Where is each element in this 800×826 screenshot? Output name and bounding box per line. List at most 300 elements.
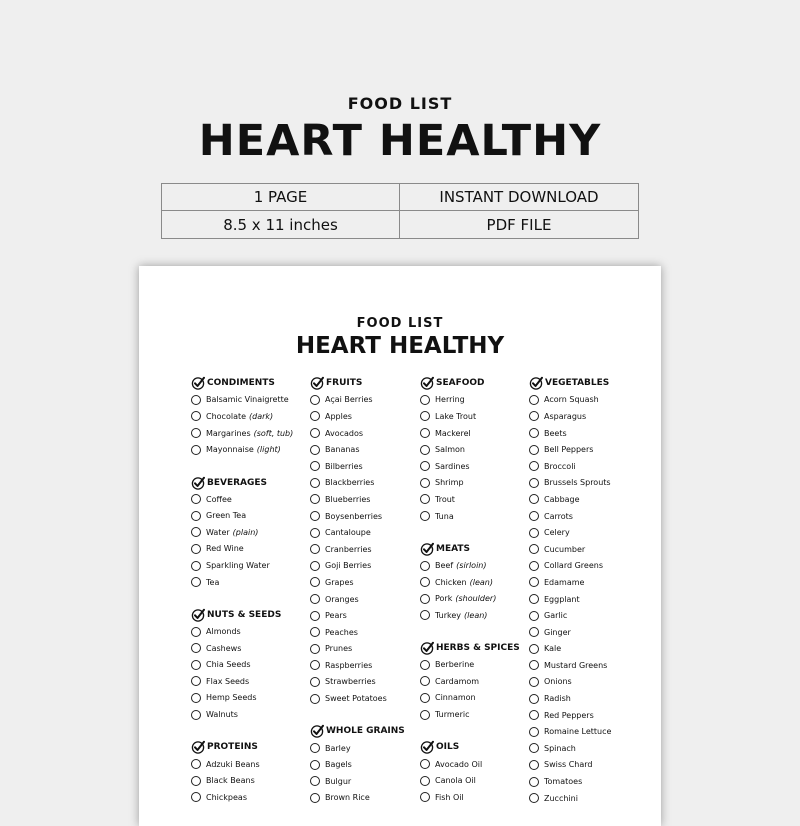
checkbox-circle-icon — [529, 660, 539, 670]
food-item-name: Cranberries — [325, 544, 372, 554]
food-item — [310, 790, 405, 807]
food-item-name: Avocados — [325, 428, 364, 438]
checkbox-circle-icon — [420, 759, 430, 769]
food-item-name: Chickpeas — [206, 792, 247, 802]
food-item-name: Açai Berries — [325, 395, 373, 405]
checkbox-circle-icon — [420, 411, 430, 421]
checkbox-circle-icon — [529, 577, 539, 587]
food-item — [529, 707, 611, 724]
checkmark-icon — [310, 724, 324, 738]
food-item-name: Blackberries — [325, 478, 375, 488]
checkbox-circle-icon — [310, 478, 320, 488]
checkbox-circle-icon — [310, 627, 320, 637]
food-item — [529, 491, 611, 508]
food-item-name: Bilberries — [325, 461, 363, 471]
checkbox-circle-icon — [310, 461, 320, 471]
food-item — [420, 458, 520, 475]
food-item-name: Goji Berries — [325, 561, 372, 571]
food-item — [529, 790, 611, 807]
food-item-name: Bulgur — [325, 776, 352, 786]
food-item — [420, 508, 520, 525]
checkbox-circle-icon — [420, 660, 430, 670]
checkbox-circle-icon — [310, 528, 320, 538]
food-category — [191, 607, 293, 723]
food-category — [420, 640, 520, 723]
checkbox-circle-icon — [529, 611, 539, 621]
food-item-name: Bananas — [325, 445, 360, 455]
food-item — [420, 574, 520, 591]
food-item-name: Brussels Sprouts — [544, 478, 611, 488]
food-item — [529, 624, 611, 641]
info-format: PDF FILE — [486, 215, 552, 234]
food-item — [191, 425, 293, 442]
checkmark-icon — [420, 641, 434, 655]
checkbox-circle-icon — [310, 428, 320, 438]
food-item-name: Spinach — [544, 743, 576, 753]
food-item-name: Sardines — [435, 461, 470, 471]
food-item — [191, 507, 293, 524]
food-item — [191, 408, 293, 425]
food-item-name: Broccoli — [544, 461, 576, 471]
food-item — [420, 772, 520, 789]
checkbox-circle-icon — [420, 461, 430, 471]
checkbox-circle-icon — [420, 395, 430, 405]
food-item — [191, 491, 293, 508]
checkbox-circle-icon — [529, 777, 539, 787]
food-item — [310, 574, 405, 591]
food-item-note: (lean) — [469, 577, 493, 587]
food-item — [529, 508, 611, 525]
food-item-name: Apples — [325, 411, 352, 421]
food-item-name: Salmon — [435, 445, 465, 455]
checkbox-circle-icon — [310, 494, 320, 504]
info-download: INSTANT DOWNLOAD — [400, 184, 638, 211]
checkbox-circle-icon — [420, 610, 430, 620]
checkbox-circle-icon — [310, 511, 320, 521]
food-item — [529, 690, 611, 707]
food-item — [420, 607, 520, 624]
food-item — [420, 491, 520, 508]
checkbox-circle-icon — [191, 445, 201, 455]
food-item-name: Lake Trout — [435, 411, 477, 421]
food-item — [191, 557, 293, 574]
checkbox-circle-icon — [310, 544, 320, 554]
food-item-name: Canola Oil — [435, 776, 476, 786]
checkbox-circle-icon — [420, 445, 430, 455]
food-item — [310, 508, 405, 525]
checkbox-circle-icon — [310, 776, 320, 786]
food-item — [529, 641, 611, 658]
food-item — [191, 756, 293, 773]
food-item-name: Collard Greens — [544, 561, 603, 571]
checkbox-circle-icon — [191, 643, 201, 653]
checkbox-circle-icon — [191, 544, 201, 554]
food-item — [420, 657, 520, 674]
checkbox-circle-icon — [310, 611, 320, 621]
checkmark-icon — [191, 376, 205, 390]
food-item — [310, 690, 405, 707]
food-item-name: Green Tea — [206, 511, 247, 521]
food-item-name: Sparkling Water — [206, 561, 270, 571]
food-item-name: Mayonnaise — [206, 445, 254, 455]
food-item — [420, 408, 520, 425]
category-title: NUTS & SEEDS — [207, 610, 282, 621]
checkbox-circle-icon — [191, 411, 201, 421]
food-item-name: Bell Peppers — [544, 445, 594, 455]
food-item-name: Tomatoes — [544, 777, 583, 787]
category-title: PROTEINS — [207, 742, 258, 753]
category-title: SEAFOOD — [436, 378, 485, 389]
food-item — [529, 674, 611, 691]
food-item-name: Kale — [544, 644, 562, 654]
food-item — [529, 408, 611, 425]
food-item — [420, 756, 520, 773]
checkbox-circle-icon — [191, 511, 201, 521]
food-item — [529, 574, 611, 591]
info-pages: 1 PAGE — [162, 184, 400, 211]
food-item-name: Strawberries — [325, 677, 376, 687]
food-category — [310, 723, 405, 806]
food-item-name: Pork — [435, 594, 453, 604]
checkbox-circle-icon — [529, 727, 539, 737]
food-item-name: Tuna — [435, 511, 454, 521]
food-item-note: (sirloin) — [456, 561, 487, 571]
food-category — [310, 375, 405, 707]
food-item — [529, 773, 611, 790]
checkbox-circle-icon — [191, 494, 201, 504]
food-item — [191, 772, 293, 789]
food-item — [310, 408, 405, 425]
checkbox-circle-icon — [191, 660, 201, 670]
food-item-name: Garlic — [544, 611, 568, 621]
food-item — [529, 441, 611, 458]
food-item-name: Tea — [206, 577, 220, 587]
food-item — [310, 773, 405, 790]
food-item-name: Cinnamon — [435, 693, 476, 703]
category-title: CONDIMENTS — [207, 378, 275, 389]
category-heading — [420, 541, 520, 558]
food-item-name: Cabbage — [544, 494, 580, 504]
category-heading — [191, 739, 293, 756]
preview-sheet — [139, 266, 661, 826]
food-item — [191, 673, 293, 690]
food-category — [191, 375, 293, 458]
checkbox-circle-icon — [310, 743, 320, 753]
list-column — [310, 375, 405, 822]
food-item — [310, 740, 405, 757]
food-item-name: Cardamom — [435, 676, 480, 686]
food-item-name: Flax Seeds — [206, 676, 250, 686]
checkbox-circle-icon — [529, 594, 539, 604]
checkbox-circle-icon — [310, 694, 320, 704]
food-item-note: (plain) — [232, 527, 259, 537]
food-item — [420, 706, 520, 723]
food-item — [310, 541, 405, 558]
food-item — [420, 673, 520, 690]
food-item-name: Oranges — [325, 594, 359, 604]
checkbox-circle-icon — [191, 561, 201, 571]
checkbox-circle-icon — [529, 411, 539, 421]
food-item-name: Blueberries — [325, 494, 371, 504]
food-item-name: Sweet Potatoes — [325, 694, 387, 704]
category-title: OILS — [436, 742, 460, 753]
food-category — [420, 375, 520, 524]
sheet-title: HEART HEALTHY — [295, 333, 505, 359]
food-item-name: Ginger — [544, 627, 571, 637]
checkmark-icon — [420, 376, 434, 390]
category-heading — [310, 375, 405, 392]
food-item — [420, 392, 520, 409]
food-item-name: Edamame — [544, 577, 585, 587]
food-item — [310, 657, 405, 674]
checkbox-circle-icon — [529, 528, 539, 538]
food-item-name: Beef — [435, 561, 454, 571]
checkbox-circle-icon — [191, 627, 201, 637]
category-heading — [191, 607, 293, 624]
food-item-note: (soft, tub) — [253, 428, 294, 438]
food-item — [310, 591, 405, 608]
checkmark-icon — [420, 740, 434, 754]
food-item — [529, 591, 611, 608]
food-item — [529, 458, 611, 475]
list-column — [191, 375, 293, 822]
category-title: MEATS — [436, 543, 470, 554]
checkbox-circle-icon — [420, 792, 430, 802]
food-item — [529, 723, 611, 740]
checkbox-circle-icon — [529, 461, 539, 471]
category-heading — [420, 375, 520, 392]
food-item — [191, 574, 293, 591]
checkbox-circle-icon — [420, 693, 430, 703]
category-title: VEGETABLES — [545, 378, 610, 389]
food-item — [191, 623, 293, 640]
food-item-name: Black Beans — [206, 776, 255, 786]
food-item-name: Hemp Seeds — [206, 693, 257, 703]
food-item-name: Swiss Chard — [544, 760, 593, 770]
checkmark-icon — [191, 476, 205, 490]
food-item — [191, 524, 293, 541]
category-heading — [310, 723, 405, 740]
food-category — [191, 474, 293, 590]
food-item-name: Cashews — [206, 643, 242, 653]
food-item — [310, 674, 405, 691]
checkbox-circle-icon — [310, 760, 320, 770]
category-title: WHOLE GRAINS — [326, 726, 405, 737]
checkbox-circle-icon — [310, 577, 320, 587]
food-item — [310, 491, 405, 508]
sheet-subtitle: FOOD LIST — [356, 316, 444, 331]
food-item-name: Celery — [544, 528, 570, 538]
food-item-name: Cantaloupe — [325, 528, 371, 538]
food-category — [420, 739, 520, 805]
food-item — [529, 740, 611, 757]
checkbox-circle-icon — [191, 577, 201, 587]
checkbox-circle-icon — [529, 544, 539, 554]
food-item — [191, 706, 293, 723]
food-item-name: Raspberries — [325, 660, 373, 670]
food-item-name: Turmeric — [435, 710, 470, 720]
food-item — [529, 524, 611, 541]
food-category — [529, 375, 611, 806]
food-item — [310, 392, 405, 409]
food-item — [529, 657, 611, 674]
food-item-name: Berberine — [435, 660, 475, 670]
checkbox-circle-icon — [529, 511, 539, 521]
food-item — [529, 541, 611, 558]
food-item — [191, 657, 293, 674]
food-item-name: Turkey — [435, 610, 462, 620]
checkbox-circle-icon — [191, 428, 201, 438]
header-title: HEART HEALTHY — [198, 116, 602, 166]
food-item-name: Peaches — [325, 627, 358, 637]
food-item-name: Red Wine — [206, 544, 244, 554]
checkbox-circle-icon — [529, 743, 539, 753]
checkbox-circle-icon — [529, 644, 539, 654]
food-item — [420, 789, 520, 806]
category-heading — [420, 739, 520, 756]
checkbox-circle-icon — [310, 445, 320, 455]
food-item — [310, 425, 405, 442]
food-item-name: Beets — [544, 428, 567, 438]
food-item-name: Radish — [544, 694, 571, 704]
checkbox-circle-icon — [191, 676, 201, 686]
checkbox-circle-icon — [420, 710, 430, 720]
food-item-name: Trout — [435, 494, 455, 504]
checkbox-circle-icon — [420, 594, 430, 604]
food-item-name: Mustard Greens — [544, 660, 608, 670]
checkbox-circle-icon — [420, 561, 430, 571]
checkmark-icon — [420, 542, 434, 556]
info-size: 8.5 x 11 inches — [162, 211, 400, 238]
food-item-name: Water — [206, 527, 230, 537]
list-column — [420, 375, 520, 822]
food-item — [529, 558, 611, 575]
food-item — [310, 756, 405, 773]
checkmark-icon — [191, 740, 205, 754]
checkbox-circle-icon — [310, 594, 320, 604]
checkbox-circle-icon — [310, 677, 320, 687]
checkbox-circle-icon — [529, 428, 539, 438]
food-item-name: Zucchini — [544, 793, 578, 803]
food-item — [529, 392, 611, 409]
food-item — [191, 441, 293, 458]
food-item-name: Romaine Lettuce — [544, 727, 612, 737]
food-item — [191, 690, 293, 707]
food-item-name: Almonds — [206, 627, 241, 637]
food-item-name: Balsamic Vinaigrette — [206, 395, 289, 405]
food-category — [191, 739, 293, 805]
food-item — [529, 475, 611, 492]
food-item-name: Eggplant — [544, 594, 580, 604]
food-item-name: Pears — [325, 611, 347, 621]
food-item-name: Adzuki Beans — [206, 759, 260, 769]
food-item-note: (light) — [256, 445, 281, 455]
category-title: HERBS & SPICES — [436, 643, 520, 654]
checkbox-circle-icon — [529, 561, 539, 571]
food-item-note: (shoulder) — [455, 594, 497, 604]
category-heading — [529, 375, 611, 392]
category-heading — [191, 474, 293, 491]
checkbox-circle-icon — [529, 445, 539, 455]
food-item-name: Mackerel — [435, 428, 471, 438]
food-item-name: Prunes — [325, 644, 353, 654]
checkmark-icon — [191, 608, 205, 622]
food-item — [420, 475, 520, 492]
food-item — [310, 558, 405, 575]
food-item-name: Margarines — [206, 428, 251, 438]
checkbox-circle-icon — [191, 395, 201, 405]
checkbox-circle-icon — [420, 676, 430, 686]
food-category — [420, 541, 520, 624]
checkbox-circle-icon — [191, 710, 201, 720]
checkbox-circle-icon — [420, 511, 430, 521]
checkbox-circle-icon — [529, 677, 539, 687]
checkbox-circle-icon — [529, 793, 539, 803]
food-item — [420, 557, 520, 574]
checkbox-circle-icon — [191, 693, 201, 703]
food-item-name: Bagels — [325, 760, 352, 770]
food-item-name: Red Peppers — [544, 710, 594, 720]
food-item-name: Walnuts — [206, 710, 238, 720]
food-item-note: (dark) — [249, 411, 274, 421]
checkbox-circle-icon — [420, 494, 430, 504]
checkbox-circle-icon — [310, 793, 320, 803]
food-item-name: Chicken — [435, 577, 467, 587]
checkbox-circle-icon — [310, 644, 320, 654]
header-subtitle: FOOD LIST — [347, 94, 453, 113]
food-item-name: Grapes — [325, 577, 354, 587]
checkmark-icon — [529, 376, 543, 390]
food-item-name: Cucumber — [544, 544, 586, 554]
checkmark-icon — [310, 376, 324, 390]
food-item — [191, 640, 293, 657]
food-item-name: Onions — [544, 677, 572, 687]
checkbox-circle-icon — [310, 561, 320, 571]
food-item-name: Fish Oil — [435, 792, 464, 802]
food-item-name: Boysenberries — [325, 511, 383, 521]
food-item-note: (lean) — [464, 610, 488, 620]
checkbox-circle-icon — [420, 776, 430, 786]
checkbox-circle-icon — [191, 792, 201, 802]
checkbox-circle-icon — [191, 759, 201, 769]
checkbox-circle-icon — [529, 710, 539, 720]
checkbox-circle-icon — [420, 428, 430, 438]
checkbox-circle-icon — [191, 776, 201, 786]
checkbox-circle-icon — [529, 694, 539, 704]
checkbox-circle-icon — [310, 411, 320, 421]
food-item — [191, 789, 293, 806]
checkbox-circle-icon — [529, 760, 539, 770]
food-item-name: Chia Seeds — [206, 660, 251, 670]
food-item — [191, 392, 293, 409]
checkbox-circle-icon — [529, 478, 539, 488]
food-item — [310, 607, 405, 624]
category-title: BEVERAGES — [207, 477, 268, 488]
food-item — [310, 624, 405, 641]
checkbox-circle-icon — [529, 494, 539, 504]
food-item — [310, 641, 405, 658]
checkbox-circle-icon — [420, 577, 430, 587]
food-item-name: Coffee — [206, 494, 232, 504]
food-item-name: Herring — [435, 395, 465, 405]
food-item — [420, 425, 520, 442]
info-table — [161, 183, 639, 239]
checkbox-circle-icon — [310, 395, 320, 405]
checkbox-circle-icon — [529, 627, 539, 637]
food-item — [310, 441, 405, 458]
list-column — [529, 375, 611, 823]
checkbox-circle-icon — [420, 478, 430, 488]
